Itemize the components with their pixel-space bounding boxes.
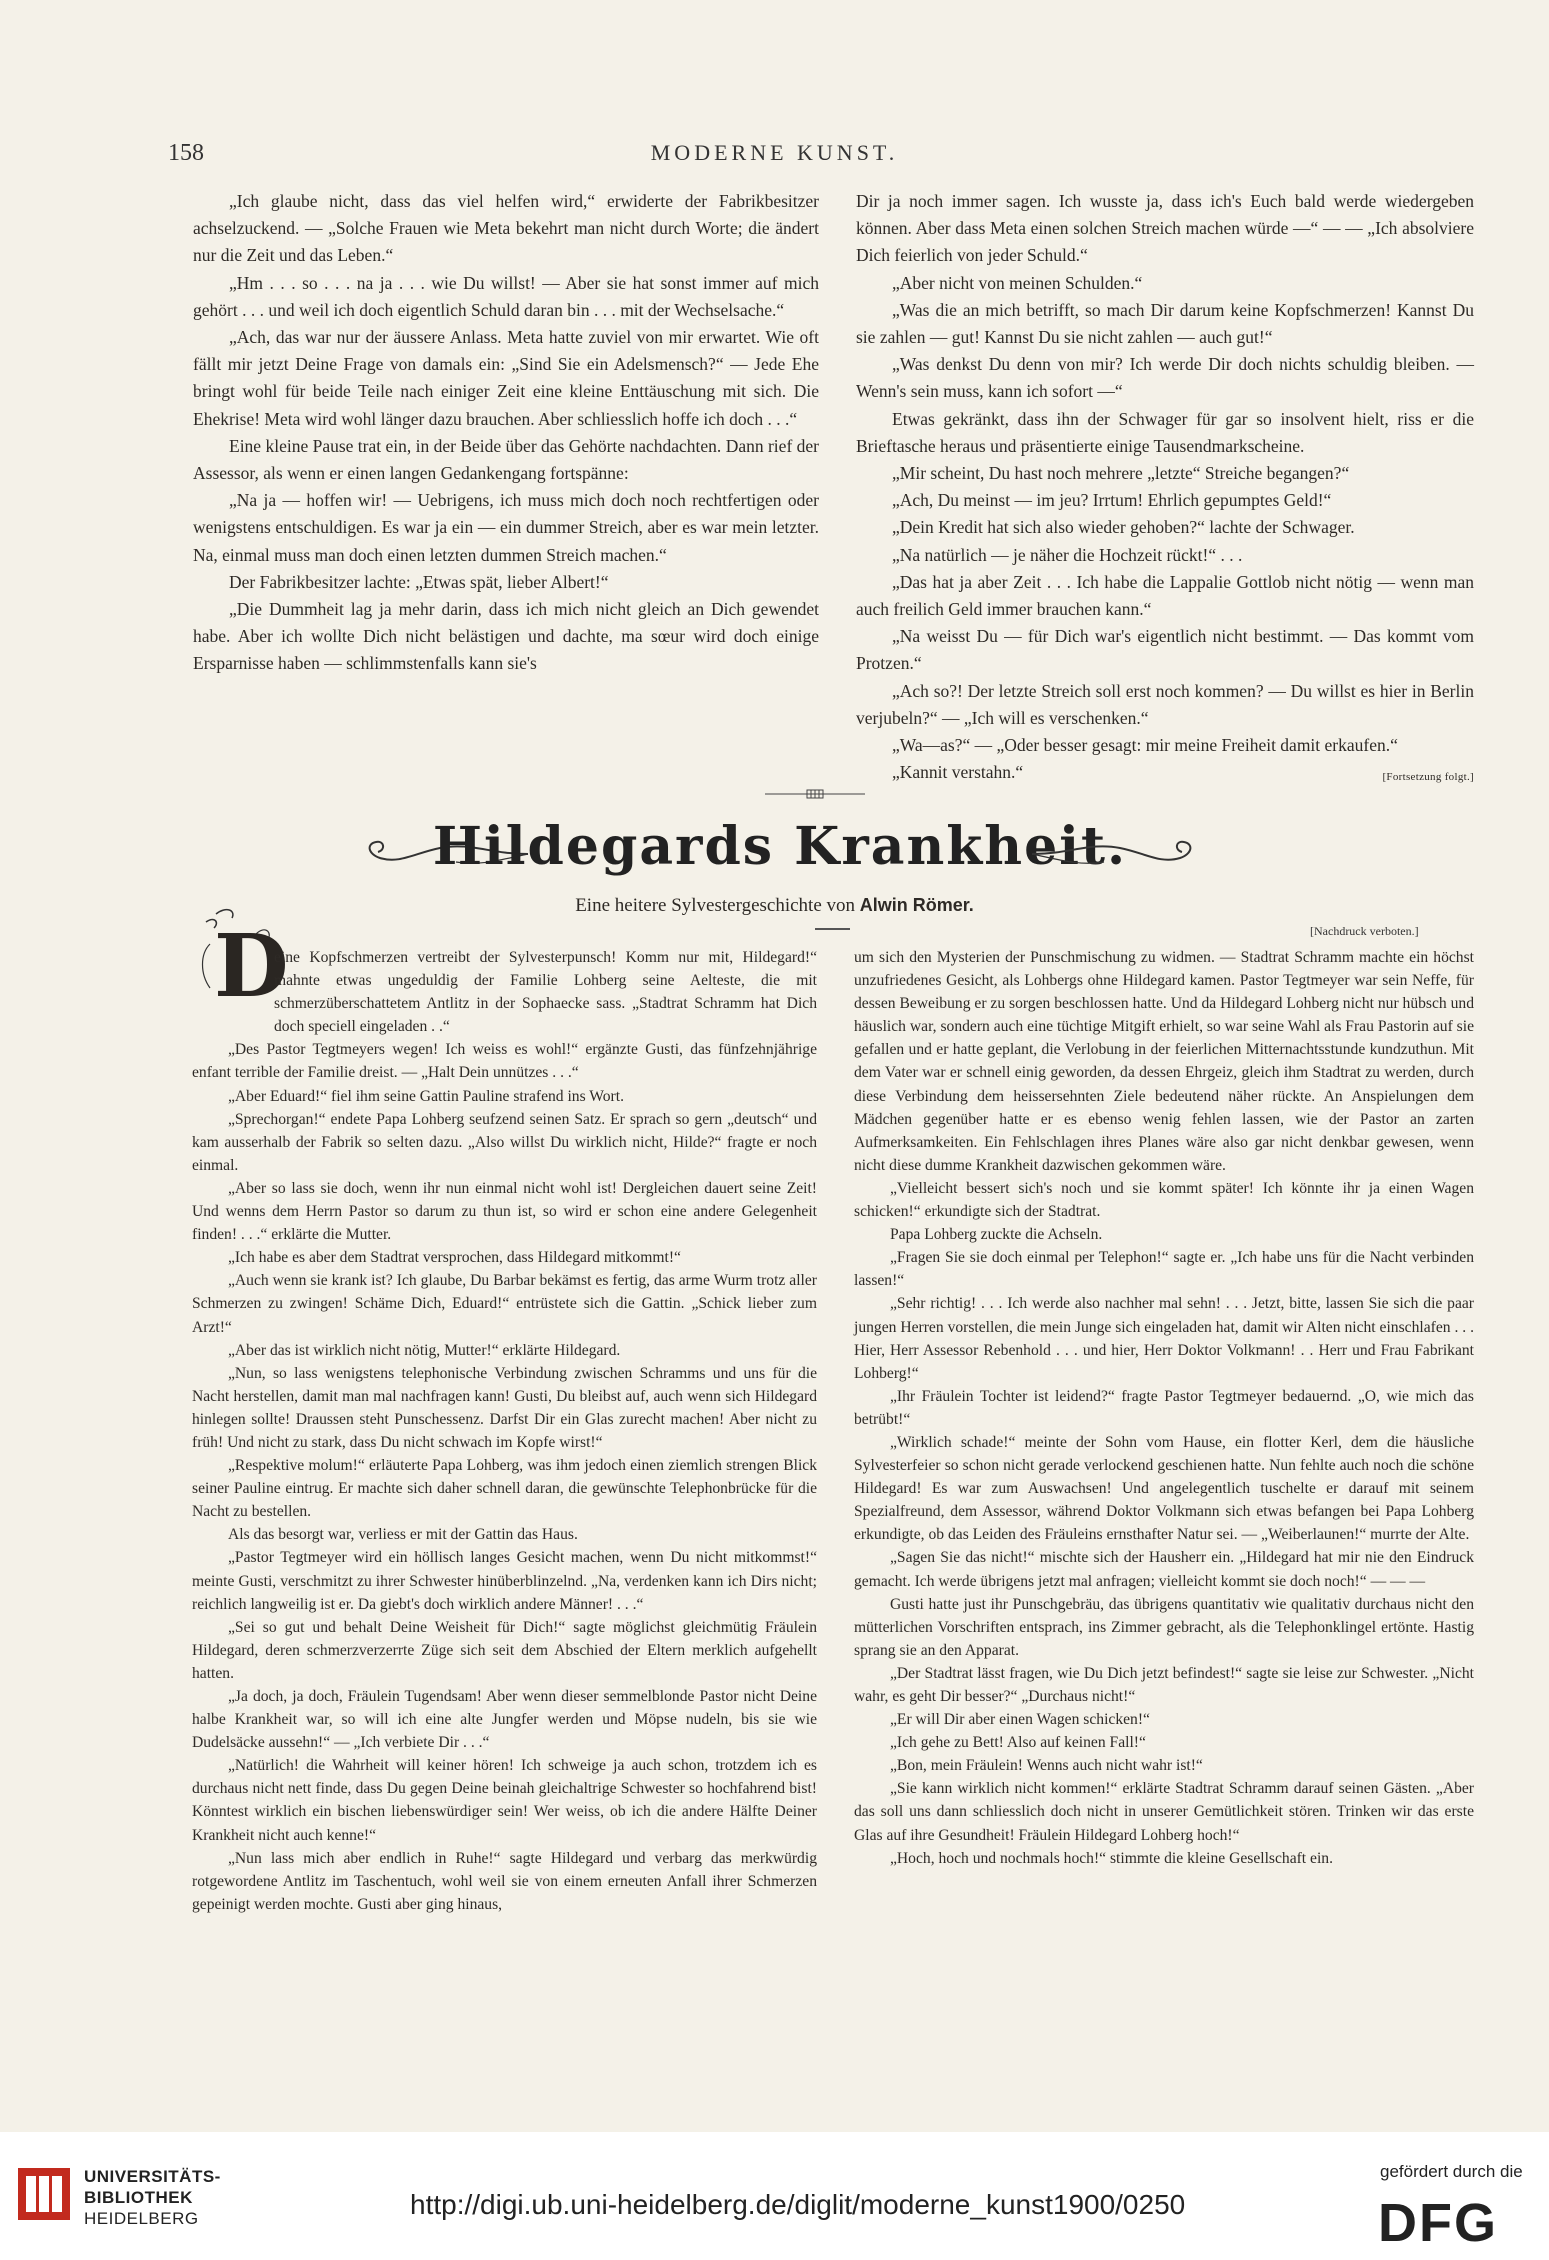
dfg-logo: DFG bbox=[1378, 2193, 1498, 2253]
paragraph: „Ach so?! Der letzte Streich soll erst noch kommen? — Du willst es hier in Berlin verjubeln?“ — „Ich will es verschenken.“ bbox=[856, 680, 1474, 728]
paragraph: „Sagen Sie das nicht!“ mischte sich der Hausherr ein. „Hildegard hat mir nie den Eindruck gemacht. Ich werde übrigens jetzt mal anfragen; vielleicht kommt sie doch noch!“ — — — bbox=[854, 1549, 1474, 1590]
library-name-line: BIBLIOTHEK bbox=[84, 2188, 193, 2207]
paragraph: „Sehr richtig! . . . Ich werde also nachher mal sehn! . . . Jetzt, bitte, lassen Sie sich die paar jungen Herren vorstellen, die mein Junge sich eingeladen hat, damit wir Alten nicht einschlafen . . . Hier, Herr Assessor Rebenhold . . . und hier, Herr Doktor Volkmann! . . Herr und Frau Fabrikant Lohberg!“ bbox=[854, 1295, 1474, 1382]
permalink-url[interactable]: http://digi.ub.uni-heidelberg.de/diglit/moderne_kunst1900/0250 bbox=[410, 2189, 1186, 2220]
paragraph: „Nun, so lass wenigstens telephonische Verbindung zwischen Schramms und uns für die Nacht herstellen, damit man mal nachfragen kann! Gusti, Du bleibst auf, auch wenn sich Hildegard hinlegen sollte! Draussen steht Punschessenz. Darfst Dir ein Glas zurecht machen! Aber nicht zu früh! Und nicht zu stark, dass Du nicht schwach im Kopfe wirst!“ bbox=[192, 1364, 817, 1451]
paragraph: „Hm . . . so . . . na ja . . . wie Du willst! — Aber sie hat sonst immer auf mich gehört . . . und weil ich doch eigentlich Schuld daran bin . . . mit der Wechselsache.“ bbox=[193, 272, 819, 320]
paragraph: „Sprechorgan!“ endete Papa Lohberg seufzend seinen Satz. Er sprach so gern „deutsch“ und kam ausserhalb der Fabrik so selten dazu. „Also willst Du wirklich nicht, Hilde?“ fragte er noch einmal. bbox=[192, 1110, 817, 1174]
paragraph: „Vielleicht bessert sich's noch und sie kommt später! Ich könnte ihr ja einen Wagen schicken!“ erkundigte sich der Stadtrat. bbox=[854, 1179, 1474, 1221]
paragraph: Eine kleine Pause trat ein, in der Beide über das Gehörte nachdachten. Dann rief der Assessor, als wenn er einen langen Gedankengang fortspänne: bbox=[193, 435, 819, 484]
story-title: Hildegards Krankheit. bbox=[432, 816, 1128, 877]
paragraph: Etwas gekränkt, dass ihn der Schwager für gar so insolvent hielt, riss er die Brieftasche heraus und präsentierte einige Tausendmarkscheine. bbox=[856, 408, 1474, 456]
paragraph: „Das hat ja aber Zeit . . . Ich habe die Lappalie Gottlob nicht nötig — wenn man auch freilich Geld immer brauchen kann.“ bbox=[856, 571, 1474, 620]
subtitle-text: Eine heitere Sylvestergeschichte von bbox=[575, 895, 856, 916]
paragraph: „Was die an mich betrifft, so mach Dir darum keine Kopfschmerzen! Kannst Du sie zahlen — gut! Kannst Du sie nicht zahlen — auch gut!“ bbox=[856, 299, 1474, 348]
top-right-column bbox=[856, 188, 1474, 792]
initial-letter: D bbox=[214, 916, 289, 1017]
university-library-logo-icon bbox=[14, 2164, 74, 2224]
paragraph: um sich den Mysterien der Punschmischung zu widmen. — Stadtrat Schramm machte ein höchst unzufriedenes Gesicht, als Lohbergs ohne Hildegard kamen. Pastor Tegtmeyer war sein Neffe, für dessen Beweibung er zu sorgen beschlossen hatte. Und da Hildegard Lohberg nicht nur hübsch und häuslich war, sondern auch eine tüchtige Mitgift erhielt, so war seine Wahl als Frau Pastorin auf sie gefallen und er hatte geplant, die Verlobung in der feierlichen Mitternachtsstunde kundzuthun. Mit dem Vater war er schnell einig geworden, da dessen Ehrgeiz, gleich ihm Stadtrat zu werden, durch diese Verbindung dem heissersehnten Ziele bedeutend näher rückte. An Anspielungen dem Mädchen gegenüber hatte er es ebenso wenig fehlen lassen, wie der Pastor an zarten Aufmerksamkeiten. Ein Fehlschlagen ihres Planes wäre also gar nicht denkbar gewesen, wenn nicht diese dumme Krankheit dazwischen gekommen wäre. bbox=[854, 949, 1474, 1174]
paragraph: „Des Pastor Tegtmeyers wegen! Ich weiss es wohl!“ ergänzte Gusti, das fünfzehnjährige enfant terrible der Familie dreist. — „Halt Dein unnützes . . .“ bbox=[192, 1041, 817, 1082]
paragraph: Gusti hatte just ihr Punschgebräu, das übrigens quantitativ wie qualitativ durchaus nicht den mütterlichen Vorschriften entsprach, ins Zimmer gebracht, als die Telephonklingel ertönte. Hastig sprang sie an den Apparat. bbox=[854, 1595, 1474, 1659]
paragraph: Dir ja noch immer sagen. Ich wusste ja, dass ich's Euch bald werde wiedergeben können. Aber dass Meta einen solchen Streich machen würde —“ — — „Ich absolviere Dich feierlich von jeder Schuld.“ bbox=[856, 191, 1474, 266]
paragraph: „Fragen Sie sie doch einmal per Telephon!“ sagte er. „Ich habe uns für die Nacht verbinden lassen!“ bbox=[854, 1249, 1474, 1290]
paragraph: „Hoch, hoch und nochmals hoch!“ stimmte die kleine Gesellschaft ein. bbox=[890, 1849, 1333, 1867]
library-name bbox=[84, 2166, 221, 2229]
continued-note: [Fortsetzung folgt.] bbox=[1382, 771, 1474, 784]
paragraph: „Ach, Du meinst — im jeu? Irrtum! Ehrlich gepumptes Geld!“ bbox=[892, 490, 1332, 511]
paragraph: „Wa—as?“ — „Oder besser gesagt: mir meine Freiheit damit erkaufen.“ bbox=[892, 735, 1398, 756]
paragraph: „Ach, das war nur der äussere Anlass. Meta hatte zuviel von mir erwartet. Wie oft fällt mir jetzt Deine Frage von damals ein: „Sind Sie ein Adelsmensch?“ — Jede Ehe bringt wohl für beide Teile nach einiger Zeit eine kleine Enttäuschung mit sich. Die Ehekrise! Meta wird wohl länger dazu brauchen. Aber schliesslich hoffe ich doch . . .“ bbox=[193, 327, 819, 429]
top-left-column bbox=[193, 188, 819, 678]
paragraph: „Aber nicht von meinen Schulden.“ bbox=[892, 272, 1143, 293]
paragraph: „Aber so lass sie doch, wenn ihr nun einmal nicht wohl ist! Dergleichen dauert seine Zeit! Und wenns dem Herrn Pastor so darum zu thun ist, so wird er schon eine andere Gelegenheit finden! . . .“ erklärte die Mutter. bbox=[192, 1179, 817, 1244]
paragraph: Der Fabrikbesitzer lachte: „Etwas spät, lieber Albert!“ bbox=[229, 571, 609, 592]
paragraph: „Sei so gut und behalt Deine Weisheit für Dich!“ sagte möglichst gleichmütig Fräulein Hildegard, deren schmerzverzerrte Züge sich seit dem Abschied der Eltern merklich aufgehellt hatten. bbox=[192, 1618, 817, 1682]
paragraph: „Ihr Fräulein Tochter ist leidend?“ fragte Pastor Tegtmeyer bedauernd. „O, wie mich das betrübt!“ bbox=[854, 1387, 1474, 1428]
paragraph: „Dein Kredit hat sich also wieder gehoben?“ lachte der Schwager. bbox=[892, 517, 1355, 538]
paragraph: „Auch wenn sie krank ist? Ich glaube, Du Barbar bekämst es fertig, das arme Wurm trotz aller Schmerzen zu zwingen! Schäme Dich, Eduard!“ entrüstete sich die Gattin. „Schick lieber zum Arzt!“ bbox=[192, 1272, 817, 1336]
paragraph: „Ich gehe zu Bett! Also auf keinen Fall!“ bbox=[890, 1734, 1146, 1752]
library-name-line: UNIVERSITÄTS- bbox=[84, 2167, 221, 2186]
section-divider-ornament bbox=[765, 788, 865, 800]
paragraph: „Aber das ist wirklich nicht nötig, Mutter!“ erklärte Hildegard. bbox=[228, 1341, 621, 1359]
paragraph: „Er will Dir aber einen Wagen schicken!“ bbox=[890, 1711, 1150, 1729]
paragraph: „Sie kann wirklich nicht kommen!“ erklärte Stadtrat Schramm darauf seinen Gästen. „Aber das soll uns dann schliesslich doch nicht in unserer Gemütlichkeit stören. Trinken wir das erste Glas auf ihre Gesundheit! Fräulein Hildegard Lohberg hoch!“ bbox=[854, 1780, 1474, 1844]
funding-label: gefördert durch die bbox=[1380, 2162, 1523, 2181]
paragraph: „Bon, mein Fräulein! Wenns auch nicht wahr ist!“ bbox=[890, 1757, 1203, 1775]
running-head: MODERNE KUNST. bbox=[650, 140, 899, 165]
paragraph: „Ich glaube nicht, dass das viel helfen wird,“ erwiderte der Fabrikbesitzer achselzuckend. — „Solche Frauen wie Meta bekehrt man nicht durch Worte; die ändert nur die Zeit und das Leben.“ bbox=[193, 191, 819, 266]
paragraph: „Wirklich schade!“ meinte der Sohn vom Hause, ein flotter Kerl, dem die häusliche Sylvesterfeier so schon nicht gerade verlockend geschienen hatte. Nun fehlte auch noch die schöne Hildegard! Es war zum Auswachsen! Und angelegentlich tuschelte er darauf mit seinem Spezialfreund, dem Assessor, während Doktor Volkmann sich etwas befangen bei Papa Lohberg erkundigte, ob das Leiden des Fräuleins ernsthafter Natur sei. — „Weiberlaunen!“ murrte der Alte. bbox=[854, 1433, 1474, 1544]
footer-bar bbox=[0, 2132, 1549, 2260]
paragraph: „Na weisst Du — für Dich war's eigentlich nicht bestimmt. — Das kommt vom Protzen.“ bbox=[856, 626, 1474, 674]
paragraph: „Aber Eduard!“ fiel ihm seine Gattin Pauline strafend ins Wort. bbox=[228, 1087, 624, 1105]
reprint-note: [Nachdruck verboten.] bbox=[1310, 924, 1419, 938]
paragraph: „Ich habe es aber dem Stadtrat versprochen, dass Hildegard mitkommt!“ bbox=[228, 1249, 681, 1267]
paragraph: „Pastor Tegtmeyer wird ein höllisch langes Gesicht machen, wenn Du nicht mitkommst!“ meinte Gusti, verschmitzt zu ihrer Schwester hinüberblinzelnd. „Na, verdenken kann ich Dirs nicht; reichlich langweilig ist er. Da giebt's doch wirklich andere Männer! . . .“ bbox=[192, 1549, 817, 1613]
author-name: Alwin Römer. bbox=[859, 895, 974, 915]
page-number: 158 bbox=[168, 140, 204, 166]
paragraph: „Respektive molum!“ erläuterte Papa Lohberg, was ihm jedoch einen ziemlich strengen Blick seiner Pauline eintrug. Er machte sich daher schnell daran, die gewünschte Telephonbrücke für die Nacht zu bestellen. bbox=[192, 1457, 817, 1521]
paragraph: „Der Stadtrat lässt fragen, wie Du Dich jetzt befindest!“ sagte sie leise zur Schwester. „Nicht wahr, es geht Dir besser?“ „Durchaus nicht!“ bbox=[854, 1664, 1474, 1705]
paragraph: „Ja doch, ja doch, Fräulein Tugendsam! Aber wenn dieser semmelblonde Pastor nicht Deine halbe Krankheit war, so will ich eine alte Jungfer werden und Möpse nudeln, bis sie wie Dudelsäcke aussehn!“ — „Ich verbiete Dir . . .“ bbox=[192, 1688, 817, 1752]
story-left-column bbox=[192, 946, 817, 1916]
paragraph: „Nun lass mich aber endlich in Ruhe!“ sagte Hildegard und verbarg das merkwürdig rotgewordene Antlitz im Taschentuch, wohl weil sie von einem erneuten Anfall ihrer Schmerzen gepeinigt werden mochte. Gusti aber ging hinaus, bbox=[192, 1849, 817, 1913]
story-right-column bbox=[854, 946, 1474, 1870]
library-name-line: HEIDELBERG bbox=[84, 2209, 199, 2228]
paragraph: Als das besorgt war, verliess er mit der Gattin das Haus. bbox=[228, 1526, 578, 1544]
paragraph: „Kannit verstahn.“ bbox=[892, 762, 1024, 783]
paragraph: „Natürlich! die Wahrheit will keiner hören! Ich schweige ja auch schon, trotzdem ich es durchaus nicht nett finde, dass Du gegen Deine beinah gleichaltrige Schwester so hochfahrend bist! Könntest wirklich ein bischen liebenswürdiger sein! Wer weiss, ob ich die andere Hälfte Deiner Krankheit nicht auch kenne!“ bbox=[192, 1757, 817, 1844]
paragraph: „Die Dummheit lag ja mehr darin, dass ich mich nicht gleich an Dich gewendet habe. Aber ich wollte Dich nicht belästigen und dachte, ma sœur wird doch einige Ersparnisse haben — schlimmstenfalls kann sie's bbox=[193, 599, 819, 674]
paragraph: eine Kopfschmerzen vertreibt der Sylvesterpunsch! Komm nur mit, Hildegard!“ mahnte etwas ungeduldig der Familie Lohberg seine Aelteste, die mit schmerzüberschattetem Antlitz in der Sophaecke sass. „Stadtrat Schramm hat Dich doch speciell eingeladen . .“ bbox=[274, 949, 817, 1036]
paragraph: „Was denkst Du denn von mir? Ich werde Dir doch nichts schuldig bleiben. — Wenn's sein muss, kann ich sofort —“ bbox=[856, 354, 1474, 402]
paragraph: „Mir scheint, Du hast noch mehrere „letzte“ Streiche begangen?“ bbox=[892, 463, 1350, 484]
paragraph: „Na ja — hoffen wir! — Uebrigens, ich muss mich doch noch rechtfertigen oder wenigstens entschuldigen. Es war ja ein — ein dummer Streich, aber es war mein letzter. Na, einmal muss man doch einen letzten dummen Streich machen.“ bbox=[193, 490, 819, 565]
paragraph: „Na natürlich — je näher die Hochzeit rückt!“ . . . bbox=[892, 544, 1243, 565]
subtitle-rule bbox=[815, 928, 850, 930]
story-title-block bbox=[360, 812, 1200, 886]
right-flourish-icon bbox=[1030, 834, 1200, 874]
paragraph: Papa Lohberg zuckte die Achseln. bbox=[890, 1226, 1103, 1244]
